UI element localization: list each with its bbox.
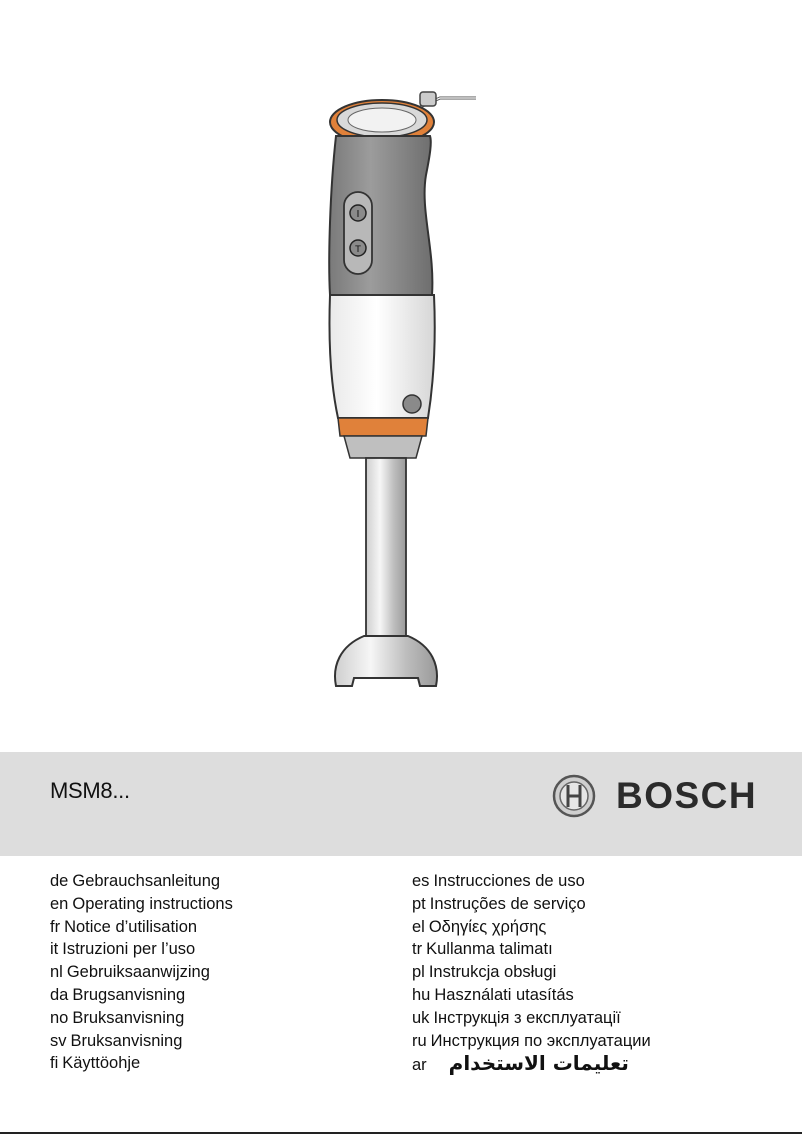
language-title: Bruksanvisning	[70, 1031, 183, 1050]
language-entry-el	[412, 916, 651, 939]
language-title: Οδηγίες χρήσης	[428, 917, 547, 936]
language-title: Használati utasítás	[434, 985, 574, 1004]
brand-logo	[552, 773, 757, 819]
language-code: pl	[412, 963, 425, 982]
language-entry-tr	[412, 938, 651, 961]
language-entry-pl	[412, 961, 651, 984]
language-code: tr	[412, 940, 423, 959]
language-title: Brugsanvisning	[72, 985, 186, 1004]
language-code: no	[50, 1008, 69, 1027]
language-code: uk	[412, 1008, 430, 1027]
model-number: MSM8...	[50, 778, 130, 803]
language-code: it	[50, 940, 59, 959]
language-title: Instruções de serviço	[429, 894, 586, 913]
language-title: تعليمات الاستخدام	[448, 1051, 629, 1076]
language-entry-es	[412, 870, 651, 893]
language-entry-uk	[412, 1007, 651, 1030]
svg-text:T: T	[355, 245, 361, 255]
language-code: da	[50, 985, 69, 1004]
brand-name: BOSCH	[616, 775, 758, 816]
hand-blender-icon	[300, 80, 500, 710]
language-entry-no	[50, 1007, 233, 1030]
language-entry-da	[50, 984, 233, 1007]
language-code: nl	[50, 963, 63, 982]
language-list-left	[50, 870, 233, 1075]
language-code: pt	[412, 894, 426, 913]
language-entry-hu	[412, 984, 651, 1007]
svg-text:I: I	[356, 209, 360, 220]
language-entry-fr	[50, 916, 233, 939]
language-code: fr	[50, 917, 61, 936]
language-entry-de	[50, 870, 233, 893]
bottom-rule	[0, 1132, 802, 1134]
language-code: en	[50, 894, 69, 913]
language-title: Operating instructions	[72, 894, 233, 913]
language-list-right	[412, 870, 651, 1075]
language-title: Notice d’utilisation	[64, 917, 198, 936]
language-entry-it	[50, 938, 233, 961]
language-entry-ru	[412, 1030, 651, 1053]
language-entry-ar	[412, 1052, 651, 1075]
language-entry-fi	[50, 1052, 233, 1075]
language-code: hu	[412, 985, 431, 1004]
language-title: Istruzioni per l’uso	[62, 940, 196, 959]
language-title: Инструкция по эксплуатации	[430, 1031, 651, 1050]
language-entry-nl	[50, 961, 233, 984]
language-entry-pt	[412, 893, 651, 916]
bosch-armature-emblem-icon	[552, 774, 596, 818]
language-code: ar	[412, 1056, 427, 1075]
language-entry-sv	[50, 1030, 233, 1053]
language-code: es	[412, 872, 430, 890]
language-code: ru	[412, 1031, 427, 1050]
language-title: Gebruiksaanwijzing	[66, 963, 210, 982]
language-title: Kullanma talimatı	[426, 940, 553, 959]
language-entry-en	[50, 893, 233, 916]
language-title: Bruksanvisning	[72, 1008, 185, 1027]
language-code: fi	[50, 1054, 59, 1073]
language-code: el	[412, 917, 425, 936]
language-title: Інструкція з експлуатації	[433, 1008, 621, 1027]
language-title: Gebrauchsanleitung	[72, 872, 221, 890]
language-title: Käyttöohje	[62, 1054, 141, 1073]
language-title: Instrucciones de uso	[433, 872, 585, 890]
language-code: sv	[50, 1031, 67, 1050]
language-code: de	[50, 872, 69, 890]
language-title: Instrukcja obsługi	[428, 963, 557, 982]
